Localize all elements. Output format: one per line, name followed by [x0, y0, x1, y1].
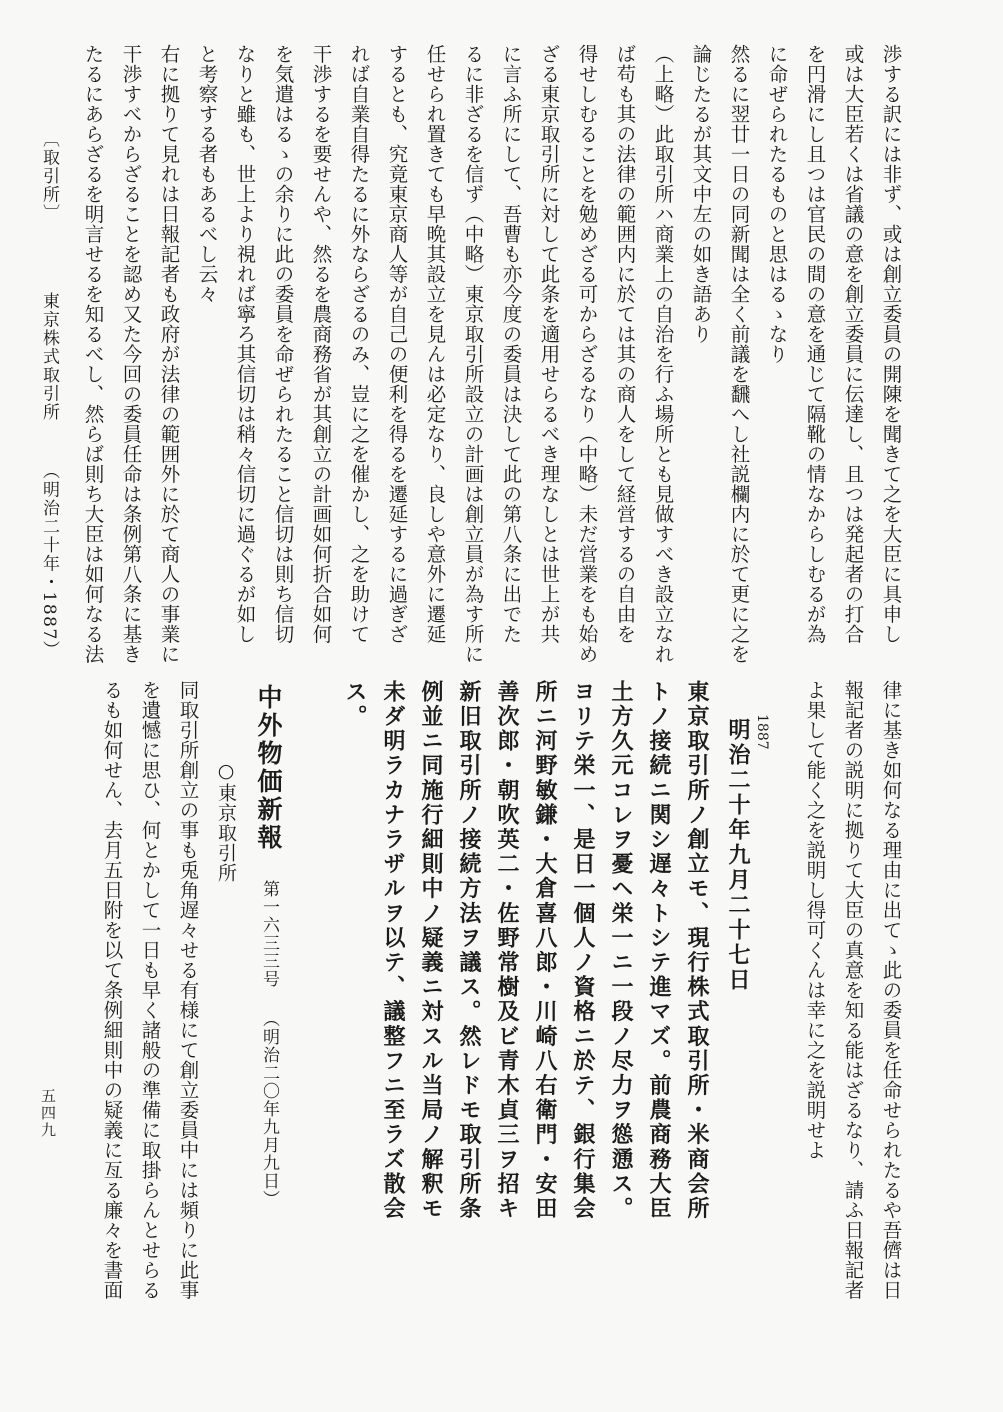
- diary-line: 善次郎・朝吹英二・佐野常樹及ビ青木貞三ヲ招キ: [494, 680, 520, 1222]
- diary-year: 1887: [754, 714, 770, 750]
- diary-line: 東京取引所ノ創立モ、現行株式取引所・米商会所: [684, 680, 710, 1222]
- text-column: 論じたるが其文中左の如き語あり: [689, 44, 713, 344]
- text-column: するとも、究竟東京商人等が自己の便利を得るを遷延するに過ぎざ: [385, 44, 409, 644]
- text-column: れば自業自得たるに外ならざるのみ、豈に之を催かし、之を助けて: [347, 44, 371, 644]
- text-column: ざる東京取引所に対して此条を適用せらるべき理なしとは世上が共: [537, 44, 561, 644]
- text-column: を気遣はるゝの余りに此の委員を命ぜられたること信切は則ち信切: [271, 44, 295, 644]
- diary-line: 土方久元コレヲ憂ヘ栄一ニ一段ノ尽力ヲ慫慂ス。: [608, 680, 634, 1222]
- text-column: 任せられ置きても早晩其設立を見んは必定なり、良しや意外に遷延: [423, 44, 447, 644]
- diary-line: 例並ニ同施行細則中ノ疑義ニ対スル当局ノ解釈モ: [418, 680, 444, 1222]
- text-column: 渉する訳には非ず、或は創立委員の開陳を聞きて之を大臣に具申し: [879, 44, 903, 644]
- diary-line: ス。: [342, 680, 368, 730]
- text-column: るに非ざるを信ず（中略）東京取引所設立の計画は創立員が為す所に: [461, 44, 485, 664]
- text-column: に言ふ所にして、吾曹も亦今度の委員は決して此の第八条に出でた: [499, 44, 523, 644]
- text-column: 干渉すべからざることを認め又た今回の委員任命は条例第八条に基き: [119, 44, 143, 664]
- newspaper-line: 同取引所創立の事も兎角遅々せる有様にて創立委員中には頻りに此事: [176, 680, 200, 1300]
- text-column: 右に拠りて見れは日報記者も政府が法律の範囲外に於て商人の事業に: [157, 44, 181, 664]
- text-column: ば苟も其の法律の範囲内に於ては其の商人をして経営するの自由を: [613, 44, 637, 644]
- text-column: 得せしむることを勉めざる可からざるなり（中略）未だ営業をも始め: [575, 44, 599, 664]
- text-column: 律に基き如何なる理由に出てゝ此の委員を任命せられたるや吾儕は日: [879, 680, 903, 1300]
- newspaper-title: 中外物価新報: [254, 684, 283, 852]
- text-column: 或は大臣若くは省議の意を創立委員に伝達し、且つは発起者の打合: [841, 44, 865, 644]
- diary-line: ヨリテ栄一、是日一個人ノ資格ニ於テ、銀行集会: [570, 680, 596, 1222]
- text-column: と考察する者もあるべし云々: [195, 44, 219, 304]
- diary-line: 未ダ明ラカナラザルヲ以テ、議整フニ至ラズ散会: [380, 680, 406, 1222]
- text-column: （上略）此取引所ハ商業上の自治を行ふ場所とも見做すべき設立なれ: [651, 44, 675, 664]
- diary-date: 明治二十年九月二十七日: [725, 718, 751, 993]
- text-column: なりと雖も、世上より視れば寧ろ其信切は稍々信切に過ぐるが如し: [233, 44, 257, 644]
- diary-line: トノ接続ニ関シ遅々トシテ進マズ。前農商務大臣: [646, 680, 672, 1222]
- text-column: を円滑にし且つは官民の間の意を通じて隔靴の情なからしむるが為: [803, 44, 827, 644]
- text-column: 干渉するを要せんや、然るを農商務省が其創立の計画如何折合如何: [309, 44, 333, 644]
- running-header-era: （明治二十年・1887）: [39, 462, 59, 660]
- newspaper-issue: 第一六三三号: [259, 880, 279, 988]
- running-header-section: 〔取引所〕: [39, 130, 59, 223]
- text-column: たるにあらざるを明言せるを知るべし、然らば則ち大臣は如何なる法: [81, 44, 105, 664]
- newspaper-line: を遺憾に思ひ、何とかして一日も早く諸般の準備に取掛らんとせらる: [138, 680, 162, 1300]
- newspaper-line: るも如何せん、去月五日附を以て条例細則中の疑義に亙る廉々を書面: [100, 680, 124, 1300]
- text-column: よ果して能く之を説明し得可くんは幸に之を説明せよ: [803, 680, 827, 1160]
- newspaper-subtitle: ○東京取引所: [215, 760, 237, 883]
- diary-line: 所ニ河野敏鎌・大倉喜八郎・川崎八右衛門・安田: [532, 680, 558, 1222]
- text-column: 然るに翌廿一日の同新聞は全く前議を飜へし社説欄内に於て更に之を: [727, 44, 751, 664]
- page-number: 五四九: [39, 1088, 57, 1139]
- text-column: 報記者の説明に拠りて大臣の真意を知る能はざるなり、請ふ日報記者: [841, 680, 865, 1300]
- newspaper-issue-date: （明治二〇年九月九日）: [259, 1010, 279, 1208]
- text-column: に命ぜられたるものと思はるゝなり: [765, 44, 789, 364]
- running-header-title: 東京株式取引所: [39, 292, 59, 422]
- diary-line: 新旧取引所ノ接続方法ヲ議ス。然レドモ取引所条: [456, 680, 482, 1222]
